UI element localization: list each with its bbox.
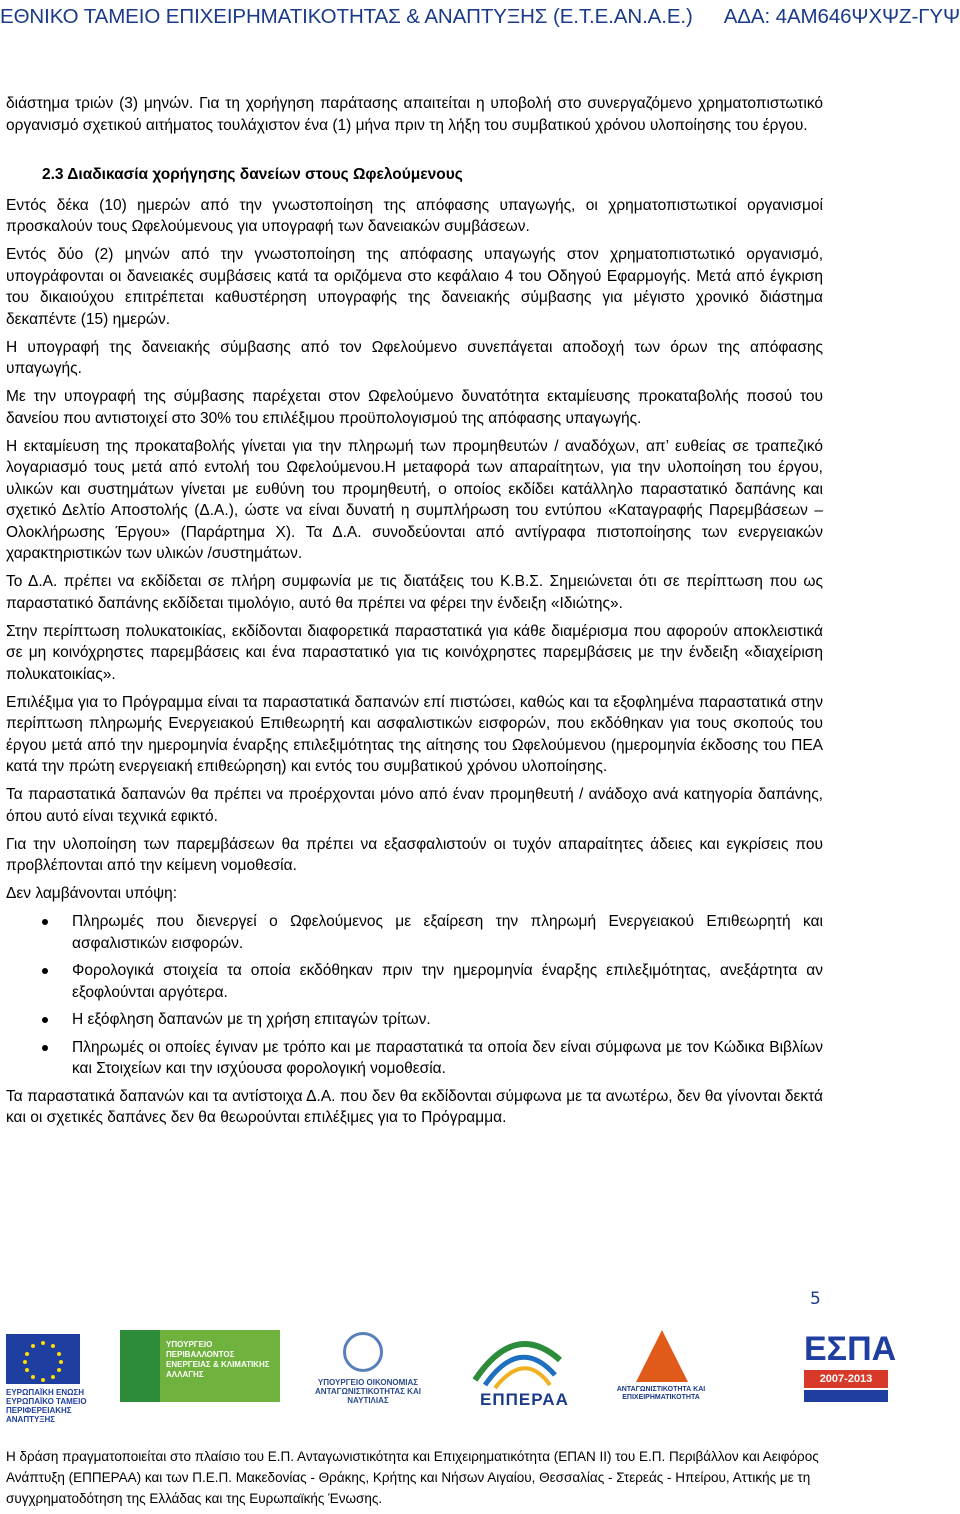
header-organization: ΕΘΝΙΚΟ ΤΑΜΕΙΟ ΕΠΙΧΕΙΡΗΜΑΤΙΚΟΤΗΤΑΣ & ΑΝΑΠΤΥΞΗΣ (Ε.Τ.Ε.ΑΝ.Α.Ε.) bbox=[0, 5, 693, 28]
eu-flag-icon bbox=[6, 1334, 80, 1384]
list-item: Η εξόφληση δαπανών με τη χρήση επιταγών τρίτων. bbox=[6, 1009, 823, 1031]
section-title: Διαδικασία χορήγησης δανείων στους Ωφελούμενους bbox=[63, 166, 463, 183]
section-heading bbox=[42, 164, 823, 186]
paragraph: Η εκταμίευση της προκαταβολής γίνεται για την πληρωμή των προμηθευτών / αναδόχων, απ’ ευθείας σε τραπεζικό λογαριασμό τους μετά από εντολή του Ωφελούμενου.Η μεταφορά των απαραίτητων, για την υλοποίηση του έργου, υλικών και συστημάτων γίνεται με ευθύνη του προμηθευτή, ο οποίος εκδίδει κατάλληλο παραστατικό δαπάνης και σχετικό Δελτίο Αποστολής (Δ.Α.), ώστε να είναι δυνατή η συμπλήρωση του εντύπου «Καταγραφής Παρεμβάσεων – Ολοκλήρωσης Έργου» (Παράρτημα Χ). Τα Δ.Α. συνοδεύονται από αντίγραφα πιστοποίησης των ενεργειακών χαρακτηριστικών των υλικών /συστημάτων. bbox=[6, 437, 823, 562]
paragraph: Η υπογραφή της δανειακής σύμβασης από τον Ωφελούμενο συνεπάγεται αποδοχή των όρων της απόφασης υπαγωγής. bbox=[6, 338, 823, 377]
swirl-icon bbox=[470, 1330, 565, 1390]
header-ada-code: ΑΔΑ: 4ΑΜ646ΨΧΨΖ-ΓΥΨ bbox=[723, 5, 960, 28]
paragraph: Τα παραστατικά δαπανών θα πρέπει να προέρχονται μόνο από έναν προμηθευτή / ανάδοχο ανά κατηγορία δαπάνης, όπου αυτό είναι τεχνικά εφικτό. bbox=[6, 786, 823, 825]
exclusions-label: Δεν λαμβάνονται υπόψη: bbox=[6, 885, 178, 902]
funding-footer: Η δράση πραγματοποιείται στο πλαίσιο του Ε.Π. Ανταγωνιστικότητα και Επιχειρηματικότητα (ΕΠΑΝ ΙΙ) του Ε.Π. Περιβάλλον και Αειφόρος Ανάπτυξη (ΕΠΠΕΡΑΑ) και των Π.Ε.Π. Μακεδονίας - Θράκης, Κρήτης και Νήσων Αιγαίου, Θεσσαλίας - Στερεάς - Ηπείρου, Αττικής με τη συγχρηματοδότηση της Ελλάδας και της Ευρωπαϊκής Ένωσης. bbox=[6, 1449, 819, 1506]
emblem-icon bbox=[343, 1332, 383, 1372]
document-body bbox=[6, 93, 823, 1135]
paragraph: Με την υπογραφή της σύμβασης παρέχεται στον Ωφελούμενο δυνατότητα εκταμίευσης προκαταβολής ποσού του δανείου που αντιστοιχεί στο 30% του επιλέξιμου προϋπολογισμού της απόφασης υπαγωγής. bbox=[6, 388, 823, 427]
paragraph: Το Δ.Α. πρέπει να εκδίδεται σε πλήρη συμφωνία με τις διατάξεις του Κ.Β.Σ. Σημειώνεται ότι σε περίπτωση που ως παραστατικό δαπάνης εκδίδεται τιμολόγιο, αυτό θα πρέπει να φέρει την ένδειξη «Ιδιώτης». bbox=[6, 573, 823, 612]
eppera-logo: ΕΠΠΕΡΑΑ bbox=[440, 1330, 600, 1420]
closing-paragraph: Τα παραστατικά δαπανών και τα αντίστοιχα Δ.Α. που δεν θα εκδίδονται σύμφωνα με τα ανωτέρω, δεν θα γίνονται δεκτά και οι σχετικές δαπάνες δεν θα θεωρούνται επιλέξιμες για το Πρόγραμμα. bbox=[6, 1087, 823, 1126]
triangle-icon bbox=[636, 1330, 688, 1382]
sponsor-logos bbox=[0, 1330, 960, 1430]
competitiveness-logo: ΑΝΤΑΓΩΝΙΣΤΙΚΟΤΗΤΑ ΚΑΙ ΕΠΙΧΕΙΡΗΜΑΤΙΚΟΤΗΤΑ bbox=[606, 1330, 716, 1422]
paragraph: Στην περίπτωση πολυκατοικίας, εκδίδονται διαφορετικά παραστατικά για κάθε διαμέρισμα που αφορούν αποκλειστικά σε μη κοινόχρηστες παρεμβάσεις και ένα παραστατικό για τις κοινόχρηστες παρεμβάσεις με την ένδειξη «διαχείριση πολυκατοικίας». bbox=[6, 622, 823, 683]
bullet-icon bbox=[42, 1045, 48, 1051]
flag-band-icon bbox=[804, 1390, 888, 1402]
list-item: Πληρωμές που διενεργεί ο Ωφελούμενος με εξαίρεση την πληρωμή Ενεργειακού Επιθεωρητή και ασφαλιστικών εισφορών. bbox=[6, 911, 823, 954]
economy-ministry-logo: ΥΠΟΥΡΓΕΙΟ ΟΙΚΟΝΟΜΙΑΣ ΑΝΤΑΓΩΝΙΣΤΙΚΟΤΗΤΑΣ ΚΑΙ ΝΑΥΤΙΛΙΑΣ bbox=[288, 1330, 438, 1430]
paragraph: Εντός δύο (2) μηνών από την γνωστοποίηση της απόφασης υπαγωγής στον χρηματοπιστωτικό οργανισμό, υπογράφονται οι δανειακές συμβάσεις κατά τα οριζόμενα στο κεφάλαιο 4 του Οδηγού Εφαρμογής. Μετά από έγκριση του δικαιούχου επιτρέπεται καθυστέρηση υπογραφής της δανειακής σύμβασης για μέγιστο χρονικό διάστημα δεκαπέντε (15) ημερών. bbox=[6, 246, 823, 328]
bullet-icon bbox=[42, 1017, 48, 1023]
espa-logo: ΕΣΠΑ 2007-2013 bbox=[790, 1330, 910, 1410]
environment-ministry-logo: ΥΠΟΥΡΓΕΙΟ ΠΕΡΙΒΑΛΛΟΝΤΟΣ ΕΝΕΡΓΕΙΑΣ & ΚΛΙΜΑΤΙΚΗΣ ΑΛΛΑΓΗΣ bbox=[120, 1330, 280, 1402]
section-number: 2.3 bbox=[42, 166, 64, 183]
paragraph: Για την υλοποίηση των παρεμβάσεων θα πρέπει να εξασφαλιστούν οι τυχόν απαραίτητες άδειες και εγκρίσεις που προβλέπονται από την κείμενη νομοθεσία. bbox=[6, 835, 823, 874]
page-number: 5 bbox=[810, 1289, 821, 1309]
intro-paragraph: διάστημα τριών (3) μηνών. Για τη χορήγηση παράτασης απαιτείται η υποβολή στο συνεργαζόμενο χρηματοπιστωτικό οργανισμό σχετικού αιτήματος τουλάχιστον ένα (1) μήνα πριν τη λήξη του συμβατικού χρόνου υλοποίησης του έργου. bbox=[6, 95, 823, 134]
bullet-icon bbox=[42, 919, 48, 925]
eu-caption: ΕΥΡΩΠΑΪΚΗ ΕΝΩΣΗ ΕΥΡΩΠΑΪΚΟ ΤΑΜΕΙΟ ΠΕΡΙΦΕΡΕΙΑΚΗΣ ΑΝΑΠΤΥΞΗΣ bbox=[6, 1388, 87, 1424]
page-header bbox=[0, 0, 960, 40]
list-item: Φορολογικά στοιχεία τα οποία εκδόθηκαν πριν την ημερομηνία έναρξης επιλεξιμότητας, ανεξάρτητα αν εξοφλούνται αργότερα. bbox=[6, 960, 823, 1003]
paragraph: Εντός δέκα (10) ημερών από την γνωστοποίηση της απόφασης υπαγωγής, οι χρηματοπιστωτικοί οργανισμοί προσκαλούν τους Ωφελούμενους για υπογραφή των δανειακών συμβάσεων. bbox=[6, 196, 823, 235]
exclusions-list bbox=[6, 911, 823, 1080]
list-item: Πληρωμές οι οποίες έγιναν με τρόπο και με παραστατικά τα οποία δεν είναι σύμφωνα με τον Κώδικα Βιβλίων και Στοιχείων και την ισχύουσα φορολογική νομοθεσία. bbox=[6, 1037, 823, 1080]
paragraph: Επιλέξιμα για το Πρόγραμμα είναι τα παραστατικά δαπανών επί πιστώσει, καθώς και τα εξοφλημένα παραστατικά στην περίπτωση πληρωμής Ενεργειακού Επιθεωρητή και ασφαλιστικών εισφορών, που εκδόθηκαν για τους σκοπούς του έργου μετά από την ημερομηνία έναρξης επιλεξιμότητας της αίτησης του Ωφελούμενου (ημερομηνία έκδοσης του ΠΕΑ κατά την πρώτη ενεργειακή επιθεώρηση) και εντός του συμβατικού χρόνου υλοποίησης. bbox=[6, 693, 823, 775]
leaf-icon bbox=[120, 1330, 160, 1402]
bullet-icon bbox=[42, 968, 48, 974]
